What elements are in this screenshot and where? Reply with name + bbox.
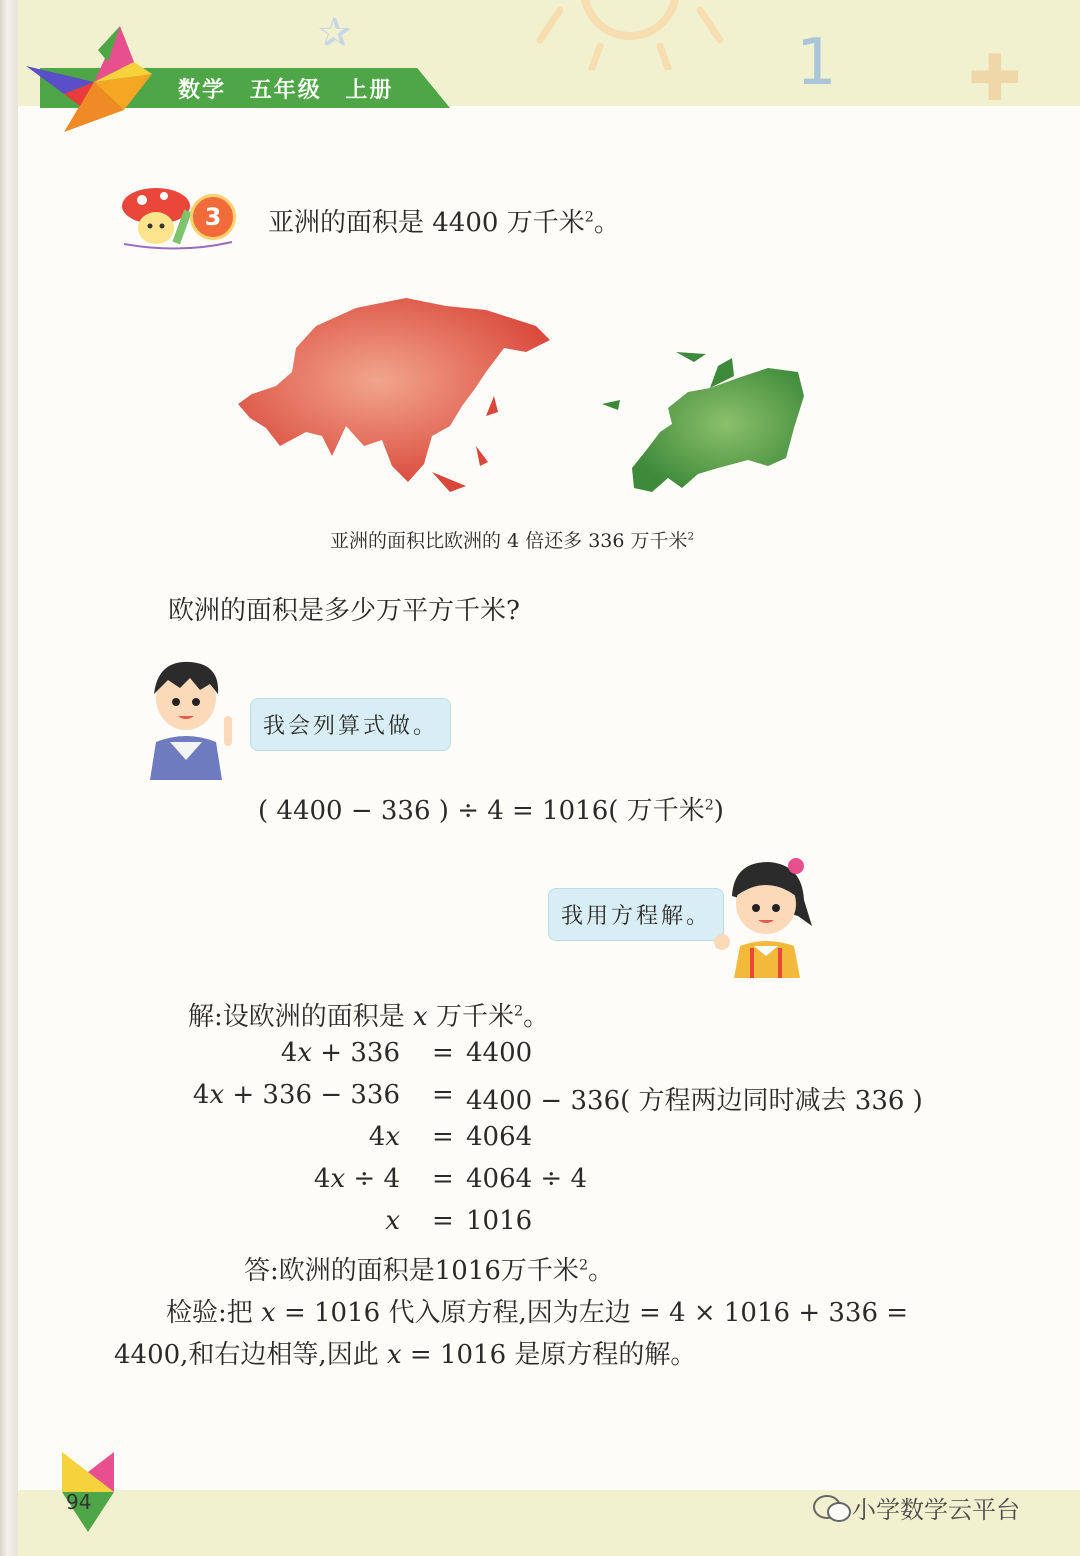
equals-sign: =: [432, 1206, 454, 1236]
watermark: 小学数学云平台: [852, 1496, 1020, 1524]
plus-doodle: ✚: [968, 42, 1022, 116]
equation-lhs: 4x: [368, 1122, 400, 1152]
asia-map: [236, 286, 556, 506]
equation-rhs: 1016: [466, 1206, 533, 1236]
equation-rhs: 4064: [466, 1122, 533, 1152]
example-statement: 亚洲的面积是 4400 万千米$^2$。: [268, 208, 620, 238]
question: 欧洲的面积是多少万平方千米?: [168, 596, 520, 626]
equals-sign: =: [432, 1038, 454, 1068]
page-number: 94: [66, 1490, 92, 1514]
example-number-badge: 3: [190, 194, 236, 240]
girl-speech-bubble: 我用方程解。: [548, 888, 724, 941]
volume: 上册: [345, 78, 394, 103]
verification-line-1: 检验:把 x = 1016 代入原方程,因为左边 = 4 × 1016 + 336 =: [166, 1298, 909, 1328]
equals-sign: =: [432, 1122, 454, 1152]
book-spine: [0, 0, 18, 1556]
answer: 答:欧洲的面积是1016万千米$^2$。: [244, 1256, 615, 1286]
star-doodle: ✰: [318, 10, 352, 56]
equals-sign: =: [432, 1164, 454, 1194]
verification-line-2: 4400,和右边相等,因此 x = 1016 是原方程的解。: [114, 1340, 697, 1370]
map-caption: 亚洲的面积比欧洲的 4 倍还多 336 万千米$^2$: [330, 530, 695, 552]
equation-lhs: 4x + 336: [280, 1038, 400, 1068]
sun-doodle: [530, 0, 730, 70]
equals-sign: =: [432, 1080, 454, 1110]
equation-rhs: 4400 − 336( 方程两边同时减去 336 ): [466, 1086, 923, 1116]
boy-character: [140, 656, 240, 780]
boy-speech-bubble: 我会列算式做。: [250, 698, 451, 751]
tangram-logo: [24, 22, 154, 134]
equation-lhs: 4x + 336 − 336: [192, 1080, 400, 1110]
girl-character: [712, 856, 822, 978]
subject: 数学: [178, 78, 227, 103]
grade: 五年级: [249, 78, 322, 103]
book-title: [178, 73, 393, 104]
equation-lhs: 4x ÷ 4: [313, 1164, 400, 1194]
equation-lhs: x: [385, 1206, 400, 1236]
equation-rhs: 4400: [466, 1038, 533, 1068]
equation-rhs: 4064 ÷ 4: [466, 1164, 588, 1194]
solution-setup: 解:设欧洲的面积是 x 万千米$^2$。: [188, 1002, 550, 1032]
arithmetic-solution: ( 4400 − 336 ) ÷ 4 = 1016( 万千米$^2$): [258, 796, 724, 826]
europe-map: [598, 348, 806, 498]
one-doodle: 1: [796, 26, 837, 100]
